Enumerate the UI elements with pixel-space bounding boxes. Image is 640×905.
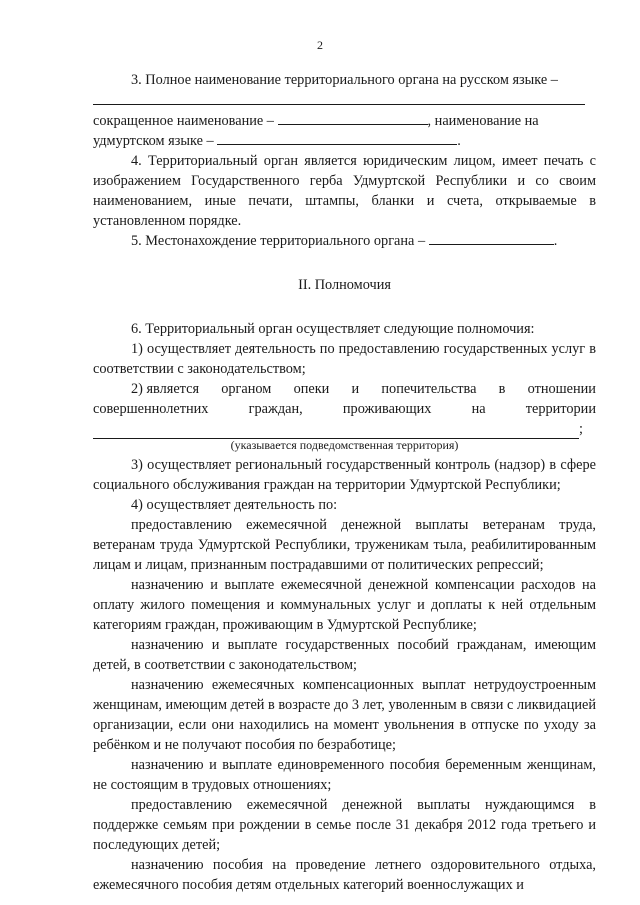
subitem-veterans: предоставлению ежемесячной денежной выплаты ветеранам труда, ветеранам труда Удмуртской Республики, труженикам тыла, реабилитированным лицам и лицам, признанным пострадавшими от политических репрессий; — [93, 517, 596, 573]
location-end: . — [553, 233, 558, 249]
item-2-word: попечительства — [381, 381, 477, 397]
item-2-word: в — [498, 381, 506, 397]
short-name-label: сокращенное наименование – — [93, 113, 274, 129]
subitem-housing-compensation: назначению и выплате ежемесячной денежной компенсации расходов на оплату жилого помещения и коммунальных услуг и доплаты к ней отдельным категориям граждан, проживающим в Удмуртской Республике; — [93, 577, 596, 633]
item-3: 3) осуществляет региональный государственный контроль (надзор) в сфере социального обслуживания граждан на территории Удмуртской Республики; — [93, 457, 596, 493]
page-number: 2 — [317, 38, 323, 52]
item-2-word: проживающих — [342, 401, 432, 417]
blank-udmurt-name — [217, 132, 457, 145]
subitem-compensation-payments: назначению ежемесячных компенсационных выплат нетрудоустроенным женщинам, имеющим детей в возрасте до 3 лет, уволенным в связи с ликвидацией организации, если они находились на момент увольнения в отпуске по уходу за ребёнком и не получают пособия по безработице; — [93, 677, 596, 753]
udmurt-name-label: , наименование на — [427, 113, 539, 129]
item-2-line-3 — [93, 419, 596, 439]
section-heading: II. Полномочия — [298, 277, 391, 293]
item-2-line-1 — [93, 379, 596, 399]
paragraph-3-title: 3. Полное наименование территориального органа на русском языке – — [131, 72, 558, 88]
paragraph-5 — [93, 231, 596, 251]
territory-note: (указывается подведомственная территория) — [230, 438, 459, 452]
item-2-word: опеки — [293, 381, 330, 397]
subitem-family-support: предоставлению ежемесячной денежной выплаты нуждающимся в поддержке семьям при рождении в семье после 31 декабря 2012 года третьего и последующих детей; — [93, 797, 596, 853]
document-body — [93, 70, 596, 895]
item-1: 1) осуществляет деятельность по предоставлению государственных услуг в соответствии с законодательством; — [93, 341, 596, 377]
item-4: 4) осуществляет деятельность по: — [131, 497, 338, 513]
item-2-word: граждан, — [248, 401, 303, 417]
location-label: 5. Местонахождение территориального органа – — [131, 233, 426, 249]
subitem-pregnancy-benefit: назначению и выплате единовременного пособия беременным женщинам, не состоящим в трудовых отношениях; — [93, 757, 596, 793]
paragraph-3-udmurt-name — [93, 131, 596, 151]
item-2-word: совершеннолетних — [93, 401, 209, 417]
item-2-word: территории — [525, 401, 596, 417]
udmurt-language-label: удмуртском языке – — [93, 133, 214, 149]
item-2-word: отношении — [527, 381, 596, 397]
item-2-word: и — [351, 381, 360, 397]
paragraph-6: 6. Территориальный орган осуществляет следующие полномочия: — [131, 321, 535, 337]
blank-location — [429, 232, 554, 245]
item-2-word: органом — [221, 381, 272, 397]
udmurt-name-end: . — [457, 133, 461, 149]
item-2-end: ; — [579, 421, 583, 437]
item-2-word: 2) является — [131, 381, 200, 397]
subitem-child-benefits: назначению и выплате государственных пособий гражданам, имеющим детей, в соответствии с законодательством; — [93, 637, 596, 673]
blank-line-full-name — [93, 90, 585, 105]
paragraph-3-short-name — [93, 111, 596, 131]
blank-short-name — [278, 112, 428, 125]
paragraph-4: 4. Территориальный орган является юридическим лицом, имеет печать с изображением Государственного герба Удмуртской Республики и со своим наименованием, иные печати, штампы, бланки и счета, открываемые в установленном порядке. — [93, 153, 596, 229]
subitem-summer-recreation: назначению пособия на проведение летнего оздоровительного отдыха, ежемесячного пособия детям отдельных категорий военнослужащих и — [93, 857, 596, 893]
item-2-word: на — [471, 401, 486, 417]
item-2-line-2 — [93, 399, 596, 419]
